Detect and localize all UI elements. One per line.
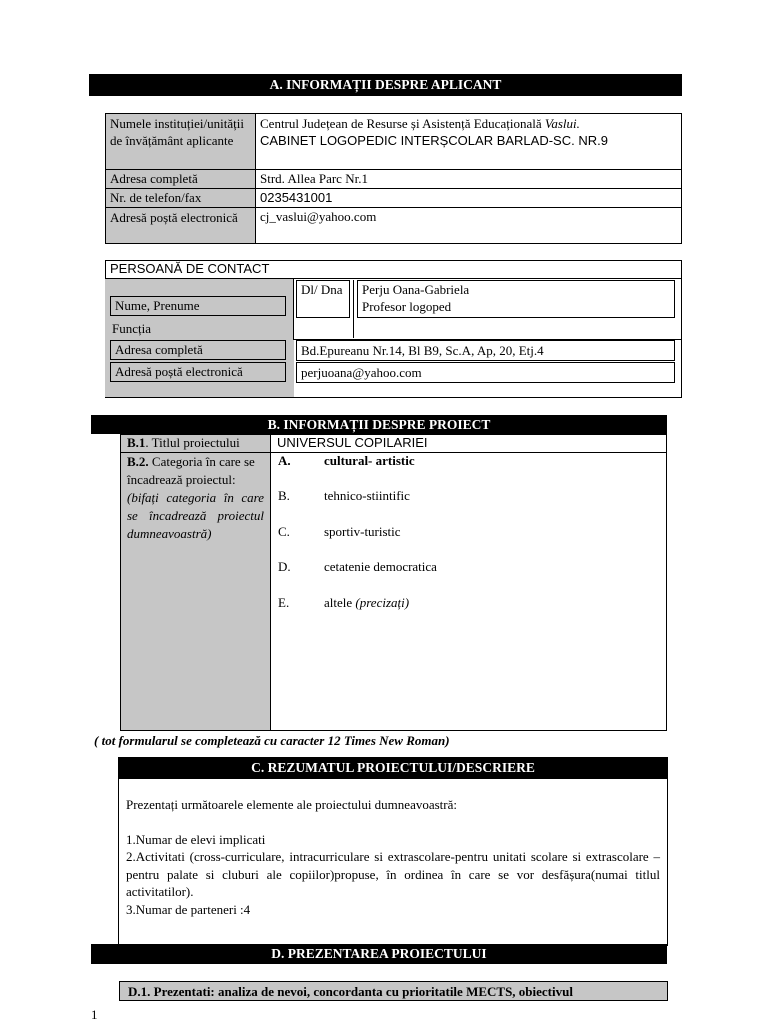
summary-content: Prezentați următoarele elemente ale proiectului dumneavoastră: 1.Numar de elevi implicati 2.Activitati (cross-curriculare, intracurriculare si extrascolare-pentru unitati scolare si extrascolare –pentru palate si cluburi ale copiilor)propuse, în ordinea în care se vor desfășura(numai titlul activitatilor). 3.Numar de parteneri :4 [126,797,660,917]
page-number: 1 [91,1007,98,1022]
b2-label: B.2. Categoria în care se încadrează proiectul: (bifați categoria în care se încadrează proiectul dumneavoastră) [127,454,264,541]
address-value: Strd. Allea Parc Nr.1 [256,170,682,189]
contact-address-value: Bd.Epureanu Nr.14, Bl B9, Sc.A, Ap, 20, Etj.4 [296,340,675,361]
contact-name-value: Perju Oana-Gabriela [362,282,470,297]
section-b-title: B. INFORMAȚII DESPRE PROIECT [91,415,667,434]
section-a-title: A. INFORMAȚII DESPRE APLICANT [89,74,682,96]
email-label: Adresă poștă electronică [106,208,256,244]
contact-function-value: Profesor logoped [362,299,452,314]
institution-label: Numele instituției/unității de învățământ aplicante [106,114,256,170]
dl-dna-label: Dl/ Dna [296,280,350,318]
address-label: Adresa completă [106,170,256,189]
email-value: cj_vaslui@yahoo.com [256,208,682,244]
section-c-title: C. REZUMATUL PROIECTULUI/DESCRIERE [118,757,668,778]
section-d-title: D. PREZENTAREA PROIECTULUI [91,944,667,964]
contact-email-label: Adresă poștă electronică [110,362,286,382]
contact-title: PERSOANĂ DE CONTACT [110,261,270,276]
name-label: Nume, Prenume [110,296,286,316]
d1-prompt: D.1. Prezentati: analiza de nevoi, concordanta cu prioritatile MECTS, obiectivul [119,981,668,1001]
project-title-value: UNIVERSUL COPILARIEI [277,435,428,450]
contact-name-function [357,280,675,318]
contact-address-label: Adresa completă [110,340,286,360]
phone-value: 0235431001 [256,189,682,208]
institution-value: Centrul Județean de Resurse și Asistență Educațională Vaslui. CABINET LOGOPEDIC INTERȘCOLAR BARLAD-SC. NR.9 [256,114,682,170]
applicant-table [105,113,682,244]
phone-label: Nr. de telefon/fax [106,189,256,208]
font-note: ( tot formularul se completează cu caracter 12 Times New Roman) [94,733,450,748]
function-label: Funcția [112,321,151,336]
b1-label: B.1. Titlul proiectului [127,435,240,450]
contact-email-value: perjuoana@yahoo.com [296,362,675,383]
